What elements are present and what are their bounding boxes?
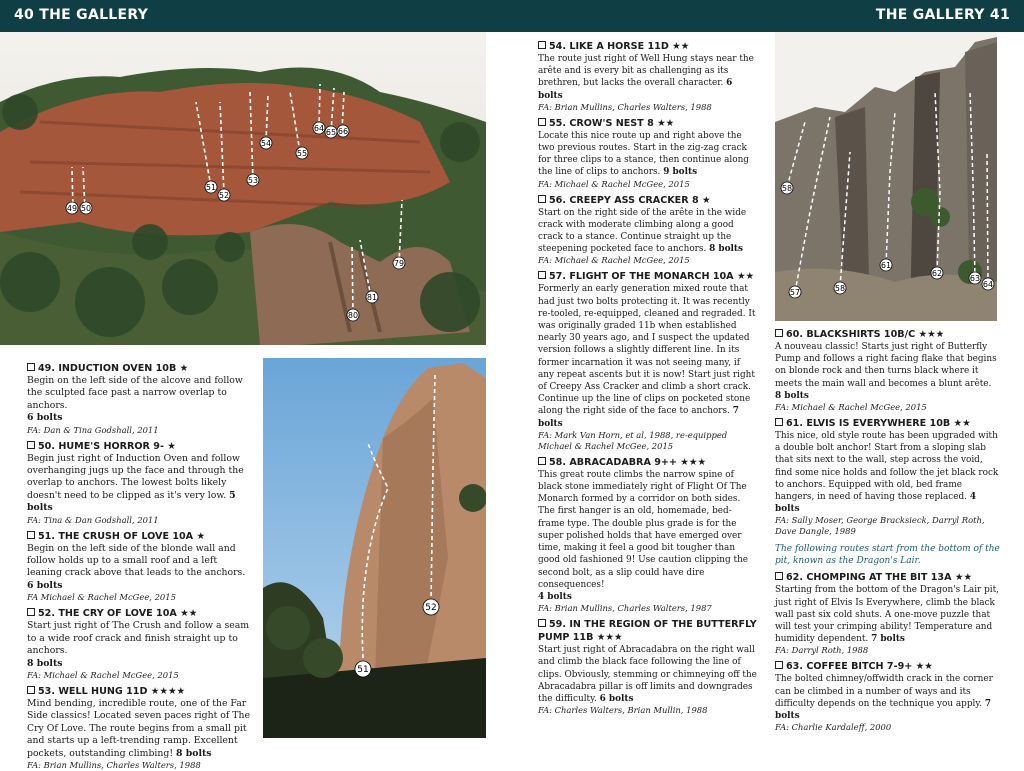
- route-title: 62. CHOMPING AT THE BIT 13A ★★: [786, 572, 973, 584]
- svg-text:55: 55: [296, 149, 308, 158]
- route-entry: [27, 362, 252, 436]
- route-marker: [325, 126, 337, 138]
- route-first-ascent: FA: Sally Moser, George Bracksieck, Darryl Roth, Dave Dangle, 1989: [775, 515, 985, 537]
- route-entry: [538, 117, 758, 190]
- svg-text:62: 62: [931, 269, 943, 278]
- route-bolts: 9 bolts: [663, 167, 698, 178]
- route-entry: [538, 270, 758, 451]
- svg-text:51: 51: [357, 665, 369, 675]
- route-first-ascent: FA: Brian Mullins, Charles Walters, 1988: [538, 101, 712, 112]
- route-marker: [880, 259, 892, 271]
- route-marker: [66, 202, 78, 214]
- route-marker: [337, 125, 349, 137]
- route-first-ascent: FA: Mark Van Horn, et al, 1988, re-equipped Michael & Rachel McGee, 2015: [538, 429, 728, 451]
- cliff-photo-overview: [0, 32, 486, 345]
- svg-text:63: 63: [969, 274, 981, 283]
- route-bolts: 4 bolts: [538, 591, 572, 602]
- svg-text:61: 61: [880, 261, 892, 270]
- route-description: Start just right of Abracadabra on the right wall and climb the black face following the line of clips. Obviously, stemming or chimneying off the Abracadabra pillar is off limits and downgrades the difficulty.: [538, 645, 757, 704]
- route-first-ascent: FA: Tina & Dan Godshall, 2011: [27, 514, 159, 525]
- route-marker: [80, 202, 92, 214]
- route-first-ascent: FA: Michael & Rachel McGee, 2015: [775, 402, 927, 413]
- route-entry: [538, 40, 758, 113]
- route-bolts: 6 bolts: [599, 693, 634, 704]
- svg-text:64: 64: [313, 124, 325, 133]
- route-marker: [205, 181, 217, 193]
- route-column-1: [27, 358, 252, 771]
- route-bolts: 4 bolts: [775, 492, 977, 515]
- route-title: 57. FLIGHT OF THE MONARCH 10A ★★: [549, 271, 755, 283]
- svg-text:57: 57: [789, 288, 801, 297]
- cliff-photo-tower: [263, 358, 486, 738]
- route-marker: [347, 309, 359, 321]
- route-bolts: 7 bolts: [871, 634, 905, 645]
- svg-text:52: 52: [218, 191, 230, 200]
- route-description: The bolted chimney/offwidth crack in the corner can be climbed in a number of ways and its difficulty depends on the technique you apply.: [775, 674, 993, 709]
- route-first-ascent: FA Michael & Rachel McGee, 2015: [27, 592, 176, 603]
- route-entry: [775, 417, 1000, 537]
- route-marker: [423, 599, 439, 615]
- route-bolts: 8 bolts: [709, 244, 743, 255]
- route-bolts: 8 bolts: [775, 390, 809, 401]
- svg-text:50: 50: [80, 204, 92, 213]
- route-marker: [260, 137, 272, 149]
- svg-text:79: 79: [393, 259, 405, 268]
- route-marker: [781, 182, 793, 194]
- route-marker: [366, 291, 378, 303]
- route-marker: [393, 257, 405, 269]
- route-description: The route just right of Well Hung stays near the arête and is every bit as challenging as its brethren, but lacks the overall character.: [538, 54, 754, 89]
- route-entry: [538, 456, 758, 614]
- route-first-ascent: FA: Brian Mullins, Charles Walters, 1988: [27, 759, 201, 770]
- svg-text:65: 65: [325, 128, 337, 137]
- svg-text:58: 58: [781, 184, 793, 193]
- route-marker: [931, 267, 943, 279]
- route-marker: [834, 282, 846, 294]
- route-description: Begin on the left side of the blonde wall and follow holds up to a small roof and a left leaning crack above that leads to the anchors.: [27, 542, 246, 579]
- route-marker: [789, 286, 801, 298]
- route-marker: [313, 122, 325, 134]
- route-title: 56. CREEPY ASS CRACKER 8 ★: [549, 194, 711, 206]
- route-title: 53. WELL HUNG 11D ★★★★: [38, 685, 186, 697]
- svg-text:66: 66: [337, 127, 349, 136]
- route-marker: [247, 174, 259, 186]
- route-title: 51. THE CRUSH OF LOVE 10A ★: [38, 530, 206, 542]
- route-description: Start just right of The Crush and follow a seam to a wide roof crack and finish straight up to anchors.: [27, 620, 250, 657]
- svg-text:49: 49: [66, 204, 78, 213]
- route-entry: [538, 618, 758, 716]
- route-title: 60. BLACKSHIRTS 10B/C ★★★: [786, 329, 945, 340]
- route-first-ascent: FA: Michael & Rachel McGee, 2015: [538, 178, 690, 189]
- svg-text:51: 51: [205, 183, 217, 192]
- route-first-ascent: FA: Michael & Rachel McGee, 2015: [538, 255, 690, 266]
- route-description: Starting from the bottom of the Dragon's Lair pit, just right of Elvis Is Everywhere, climb the black wall past six cold shuts. A one-move puzzle that will test your crimping ability! Temperature and humidity dependent.: [775, 585, 1000, 645]
- route-first-ascent: FA: Brian Mullins, Charles Walters, 1987: [538, 603, 712, 614]
- route-title: 59. IN THE REGION OF THE BUTTERFLY PUMP 11B ★★★: [538, 619, 757, 644]
- svg-text:52: 52: [425, 603, 437, 613]
- route-bolts: 7 bolts: [538, 406, 739, 429]
- route-description: Begin on the left side of the alcove and follow the sculpted face past a narrow overlap to anchors.: [27, 375, 243, 411]
- svg-text:58: 58: [834, 284, 846, 293]
- route-marker: [296, 147, 308, 159]
- route-column-2: [538, 40, 758, 716]
- route-first-ascent: FA: Darryl Roth, 1988: [775, 645, 869, 656]
- route-column-3: [775, 328, 1000, 733]
- route-bolts: 8 bolts: [27, 657, 63, 669]
- route-description: Locate this nice route up and right above the two previous routes. Start in the zig-zag crack for three clips to a stance, then continue along the line of clips to anchors.: [538, 130, 749, 178]
- route-description: Begin just right of Induction Oven and follow overhanging jugs up the face and through the overlap to anchors. The lowest bolts likely doesn't need to be clipped as it's very low.: [27, 452, 244, 501]
- route-entry: [775, 660, 1000, 733]
- route-entry: [27, 685, 252, 771]
- route-title: 55. CROW'S NEST 8 ★★: [549, 117, 675, 129]
- cliff-photo-dragons-lair: [775, 32, 997, 321]
- route-description: Mind bending, incredible route, one of the Far Side classics! Located seven paces right of The Cry Of Love. The route begins from a small pit and starts up a left-trending ramp. Excellent pockets, outstanding climbing!: [27, 697, 250, 759]
- route-description: Start on the right side of the arête in the wide crack with moderate climbing along a good crack to a stance. Continue straight up the steepening pocketed face to anchors.: [538, 207, 747, 255]
- route-entry: [27, 530, 252, 604]
- left-page-title: 40 THE GALLERY: [14, 7, 149, 23]
- svg-text:53: 53: [247, 176, 259, 185]
- route-first-ascent: FA: Michael & Rachel McGee, 2015: [27, 669, 179, 680]
- route-title: 49. INDUCTION OVEN 10B ★: [38, 363, 189, 374]
- route-title: 61. ELVIS IS EVERYWHERE 10B ★★: [786, 418, 971, 430]
- route-description: This nice, old style route has been upgraded with a double bolt anchor! Start from a sloping slab that sits next to the wall, step across the void, find some nice holds and follow the jet black rock to anchors. Equipped with old, bed frame hangers, in need of having those replaced.: [775, 431, 999, 503]
- route-marker: [218, 189, 230, 201]
- svg-text:80: 80: [347, 311, 359, 320]
- right-page-title: THE GALLERY 41: [875, 7, 1010, 23]
- dragons-lair-note: The following routes start from the bottom of the pit, known as the Dragon's Lair.: [775, 544, 1000, 567]
- route-entry: [538, 194, 758, 267]
- route-entry: [27, 607, 252, 681]
- route-title: 58. ABRACADABRA 9++ ★★★: [549, 456, 707, 468]
- route-entry: [775, 328, 1000, 413]
- svg-text:54: 54: [260, 139, 272, 148]
- page-header: [0, 0, 1024, 32]
- route-entry: [775, 571, 1000, 656]
- route-bolts: 6 bolts: [27, 579, 63, 591]
- svg-text:64: 64: [982, 280, 994, 289]
- route-bolts: 6 bolts: [27, 412, 63, 424]
- route-bolts: 8 bolts: [176, 747, 212, 759]
- route-entry: [27, 440, 252, 526]
- svg-text:81: 81: [366, 293, 378, 302]
- route-bolts: 5 bolts: [27, 489, 236, 514]
- route-title: 54. LIKE A HORSE 11D ★★: [549, 41, 690, 52]
- route-title: 63. COFFEE BITCH 7-9+ ★★: [786, 661, 933, 673]
- route-description: Formerly an early generation mixed route that had just two bolts protecting it. It was recently re-tooled, re-equipped, cleaned and regraded. It was originally graded 11b when established nearly 30 years ago, and I suspect the updated version follows a slightly different line. In its former incarnation it was not seeing many, if any repeat ascents but it is now! Start just right of Creepy Ass Cracker and climb a short crack. Continue up the line of clips on pocketed stone along the right side of the face to anchors.: [538, 284, 756, 417]
- route-first-ascent: FA: Dan & Tina Godshall, 2011: [27, 424, 159, 435]
- route-description: A nouveau classic! Starts just right of Butterfly Pump and follows a right facing flake that begins on blonde rock and then turns black where it meets the main wall and becomes a blunt arête.: [775, 342, 997, 389]
- route-bolts: 7 bolts: [775, 698, 992, 722]
- route-first-ascent: FA: Charlie Kardaleff, 2000: [775, 722, 892, 733]
- route-title: 52. THE CRY OF LOVE 10A ★★: [38, 608, 198, 620]
- route-description: This great route climbs the narrow spine of black stone immediately right of Flight Of The Monarch formed by a corridor on both sides. The first hanger is an old, homemade, bed-frame type. The double plus grade is for the super polished holds that have emerged over time, making it feel a good bit tougher than good old fashioned 9! Use caution clipping the second bolt, as a slip could have dire consequences!: [538, 469, 749, 590]
- route-first-ascent: FA: Charles Walters, Brian Mullin, 1988: [538, 705, 708, 716]
- route-title: 50. HUME'S HORROR 9- ★: [38, 440, 176, 452]
- route-marker: [969, 272, 981, 284]
- route-bolts: 6 bolts: [538, 78, 733, 101]
- route-marker: [355, 661, 371, 677]
- route-marker: [982, 278, 994, 290]
